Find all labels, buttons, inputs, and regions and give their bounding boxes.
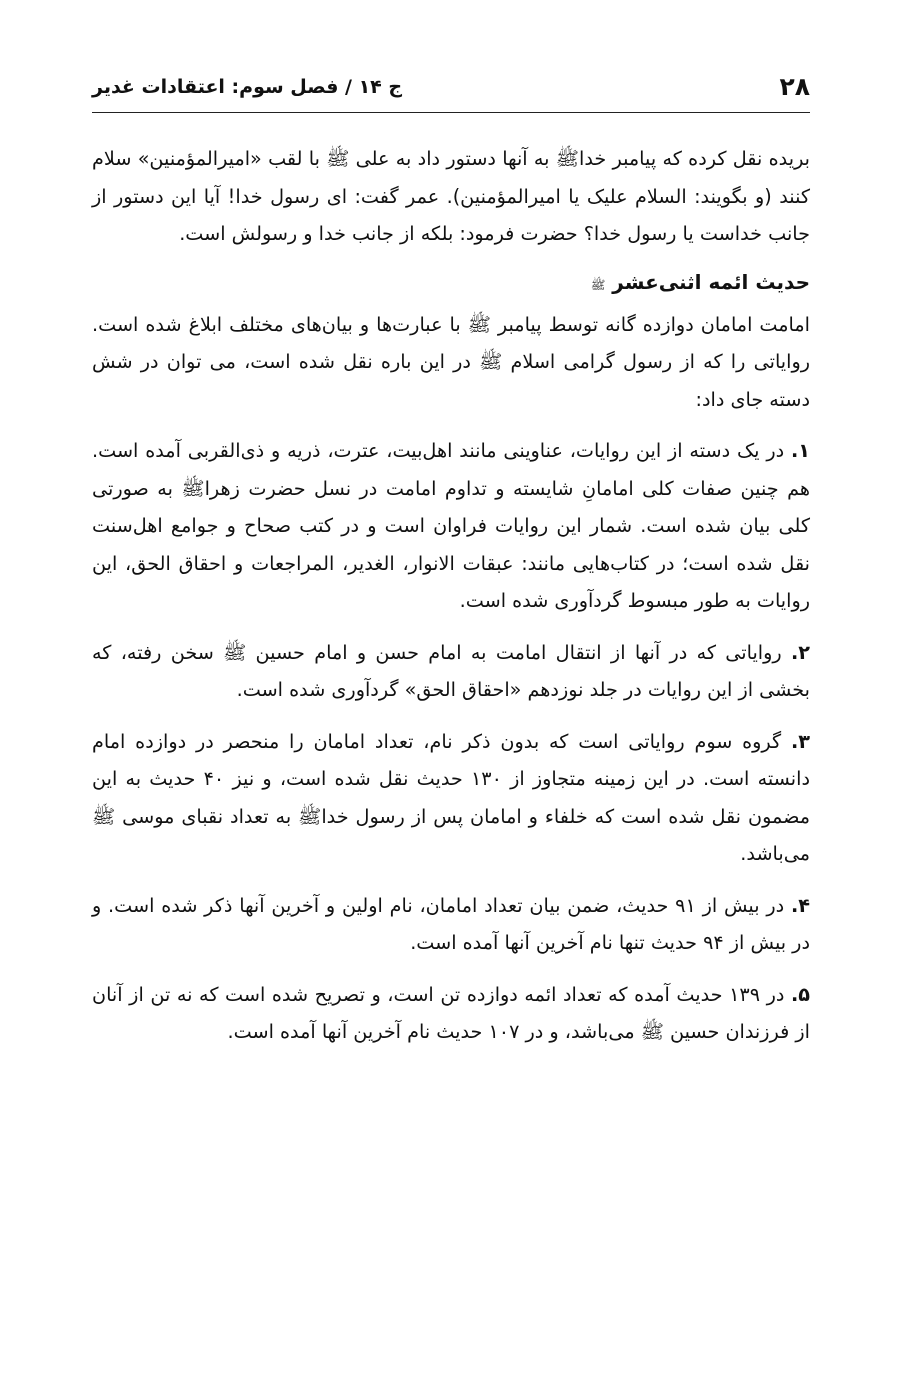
item-number: ۴. (790, 893, 810, 917)
intro-paragraph: بریده نقل کرده که پیامبر خداﷺ به آنها دستور داد به علی ﷺ با لقب «امیرالمؤمنین» سلام کنند (و بگویند: السلام علیک یا امیرالمؤمنین). عمر گفت: ای رسول خدا! آیا این دستور از جانب خداست یا رسول خدا؟ حضرت فرمود: بلکه از جانب خدا و رسولش است. (92, 147, 810, 245)
item-number: ۵. (790, 982, 810, 1006)
list-item-4 (92, 887, 810, 962)
list-item-2 (92, 634, 810, 709)
section-heading (92, 265, 810, 302)
body-text (92, 140, 810, 1065)
list-item-1 (92, 432, 810, 620)
page-header (92, 66, 810, 113)
section-paragraph: امامت امامان دوازده گانه توسط پیامبر ﷺ با عبارت‌ها و بیان‌های مختلف ابلاغ شده است. روایاتی را که از رسول گرامی اسلام ﷺ در این باره نقل شده است، می توان در شش دسته جای داد: (92, 312, 810, 411)
honorific-suffix: ﷺ (590, 277, 606, 292)
item-number: ۲. (790, 640, 810, 664)
item-number: ۳. (790, 729, 810, 753)
item-number: ۱. (790, 439, 810, 462)
item-text: در یک دسته از این روایات، عناوینی مانند اهل‌بیت، عترت، ذریه و ذی‌القربی آمده است. هم چنین صفات کلی امامانِ شایسته و تداوم امامت در نسل حضرت زهراﷺ به صورتی کلی بیان شده است. شمار این روایات فراوان است و در کتب صحاح و جوامع اهل‌سنت نقل شده است؛ در کتاب‌هایی مانند: عبقات الانوار، الغدیر، المراجعات و احقاق الحق، این روایات به طور مبسوط گردآوری شده است. (92, 439, 810, 612)
running-title: ج ۱۴ / فصل سوم: اعتقادات غدیر (92, 76, 403, 98)
list-item-5 (92, 976, 810, 1051)
list-item-3 (92, 723, 810, 873)
item-text: گروه سوم روایاتی است که بدون ذکر نام، تعداد امامان را منحصر در دوازده امام دانسته است. در این زمینه متجاوز از ۱۳۰ حدیث نقل شده است، و نیز ۴۰ حدیث به این مضمون نقل شده است که خلفاء و امامان پس از رسول خداﷺ به تعداد نقبای موسی ﷺ می‌باشد. (92, 729, 810, 865)
item-text: در بیش از ۹۱ حدیث، ضمن بیان تعداد امامان، نام اولین و آخرین آنها ذکر شده است. و در بیش از ۹۴ حدیث تنها نام آخرین آنها آمده است. (92, 893, 810, 954)
page-number: ۲۸ (779, 72, 810, 101)
section-heading-text: حدیث ائمه اثنی‌عشر (612, 269, 810, 294)
item-text: روایاتی که در آنها از انتقال امامت به امام حسن و امام حسین ﷺ سخن رفته، که بخشی از این روایات در جلد نوزدهم «احقاق الحق» گردآوری شده است. (92, 640, 810, 701)
book-page (92, 0, 810, 1390)
item-text: در ۱۳۹ حدیث آمده که تعداد ائمه دوازده تن است، و تصریح شده است که نه تن از آنان از فرزندان حسین ﷺ می‌باشد، و در ۱۰۷ حدیث نام آخرین آنها آمده است. (92, 982, 810, 1043)
